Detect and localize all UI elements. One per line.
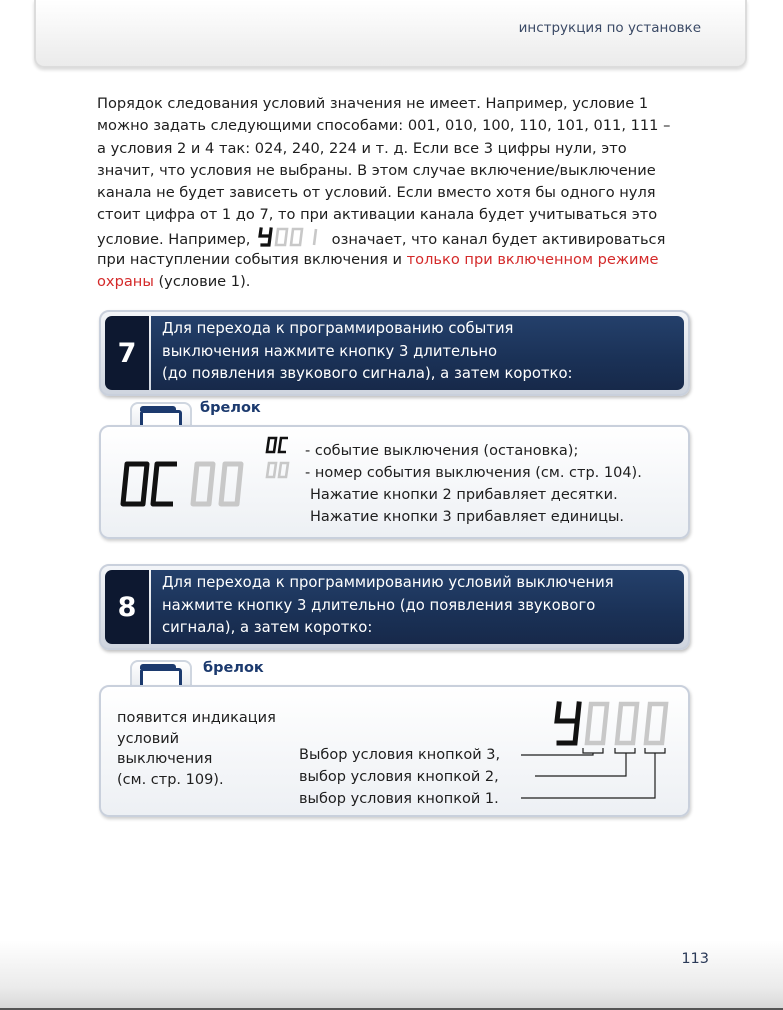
intro-line: Порядок следования условий значения не имеет. Например, условие 1 [97,95,649,112]
panel-8-desc-line: выключения [117,751,213,767]
step-7-line: Для перехода к программированию события [162,320,514,337]
step-8-box [99,564,690,650]
panel-8 [99,685,690,817]
lcd-digit-0 [617,704,637,743]
lcd-digit-0 [587,704,607,743]
intro-line7-after: означает, что канал будет активироваться [331,230,666,248]
intro-highlight: только при включенном режиме [406,251,659,269]
lcd-digit-0 [193,464,213,504]
legend-lcd-00 [265,461,291,479]
header-title: инструкция по установке [518,20,701,36]
lcd-digit-0 [123,464,147,504]
panel-8-button-hints [299,744,500,810]
panel-8-description [117,708,276,790]
step-7-instruction [151,316,684,390]
tab-8-label: брелок [203,660,264,676]
intro-line: можно задать следующими способами: 001, 010, 100, 110, 101, 011, 111 – [97,117,671,135]
lcd-digit-0 [646,704,666,743]
step-7-number: 7 [105,316,149,390]
button1-select-hint: выбор условия кнопкой 1. [299,791,499,807]
intro-line [97,249,697,271]
step-8-line: Для перехода к программированию условий выключения [162,574,614,591]
button2-select-hint: выбор условия кнопкой 2, [299,769,499,785]
step-8-instruction [151,570,684,644]
lcd-digit-0 [221,464,241,504]
panel-8-desc-line: появится индикация [117,710,276,726]
intro-line: канала не будет зависеть от условий. Если вместо хотя бы одного нуля [97,184,656,202]
page-header [34,0,747,68]
example-lcd-display [258,227,324,247]
lcd-digit-1 [314,229,316,245]
button3-select-hint: Выбор условия кнопкой 3, [299,747,501,763]
lcd-digit-0 [276,229,287,245]
tab-7-label: брелок [200,400,261,416]
lcd-digit-u [260,229,271,245]
intro-paragraph [97,93,697,294]
lcd-digit-c [153,464,177,504]
lcd-digit-0 [291,229,302,245]
intro-highlight: охраны [97,273,154,291]
intro-line8-before: при наступлении события включения и [97,251,407,269]
intro-line: а условия 2 и 4 так: 024, 240, 224 и т. д. Если все 3 цифры нули, это [97,139,627,157]
lcd-digit-u [557,704,579,743]
step-8-number: 8 [105,570,149,644]
intro-line7-before: условие. Например, [97,230,251,248]
intro-line [97,271,697,293]
intro-line9-after: (условие 1). [153,273,251,291]
panel-8-desc-line: (см. стр. 109). [117,771,224,788]
step-7-line: (до появления звукового сигнала), а затем коротко: [162,365,573,382]
panel-7 [99,425,690,539]
button3-hint: Нажатие кнопки 3 прибавляет единицы. [310,509,625,525]
intro-line [97,227,697,249]
lcd-display-oc00 [119,460,247,508]
step-8-line: сигнала), а затем коротко: [162,619,373,636]
step-8-line: нажмите кнопку 3 длительно (до появления звукового [162,596,596,614]
step-7-line: выключения нажмите кнопку 3 длительно [162,342,498,360]
legend-lcd-oc [265,436,291,454]
legend-00-text: - номер события выключения (см. стр. 104). [305,465,642,481]
intro-line: значит, что условия не выбраны. В этом случае включение/выключение [97,161,656,179]
page-footer [0,940,783,1010]
intro-line: стоит цифра от 1 до 7, то при активации канала будет учитываться это [97,206,658,224]
button2-hint: Нажатие кнопки 2 прибавляет десятки. [310,487,618,503]
page-number: 113 [681,951,709,967]
step-7-box [99,310,690,396]
panel-8-desc-line: условий [117,730,180,747]
legend-oc-text: - событие выключения (остановка); [305,443,579,459]
leader-lines [521,749,671,801]
